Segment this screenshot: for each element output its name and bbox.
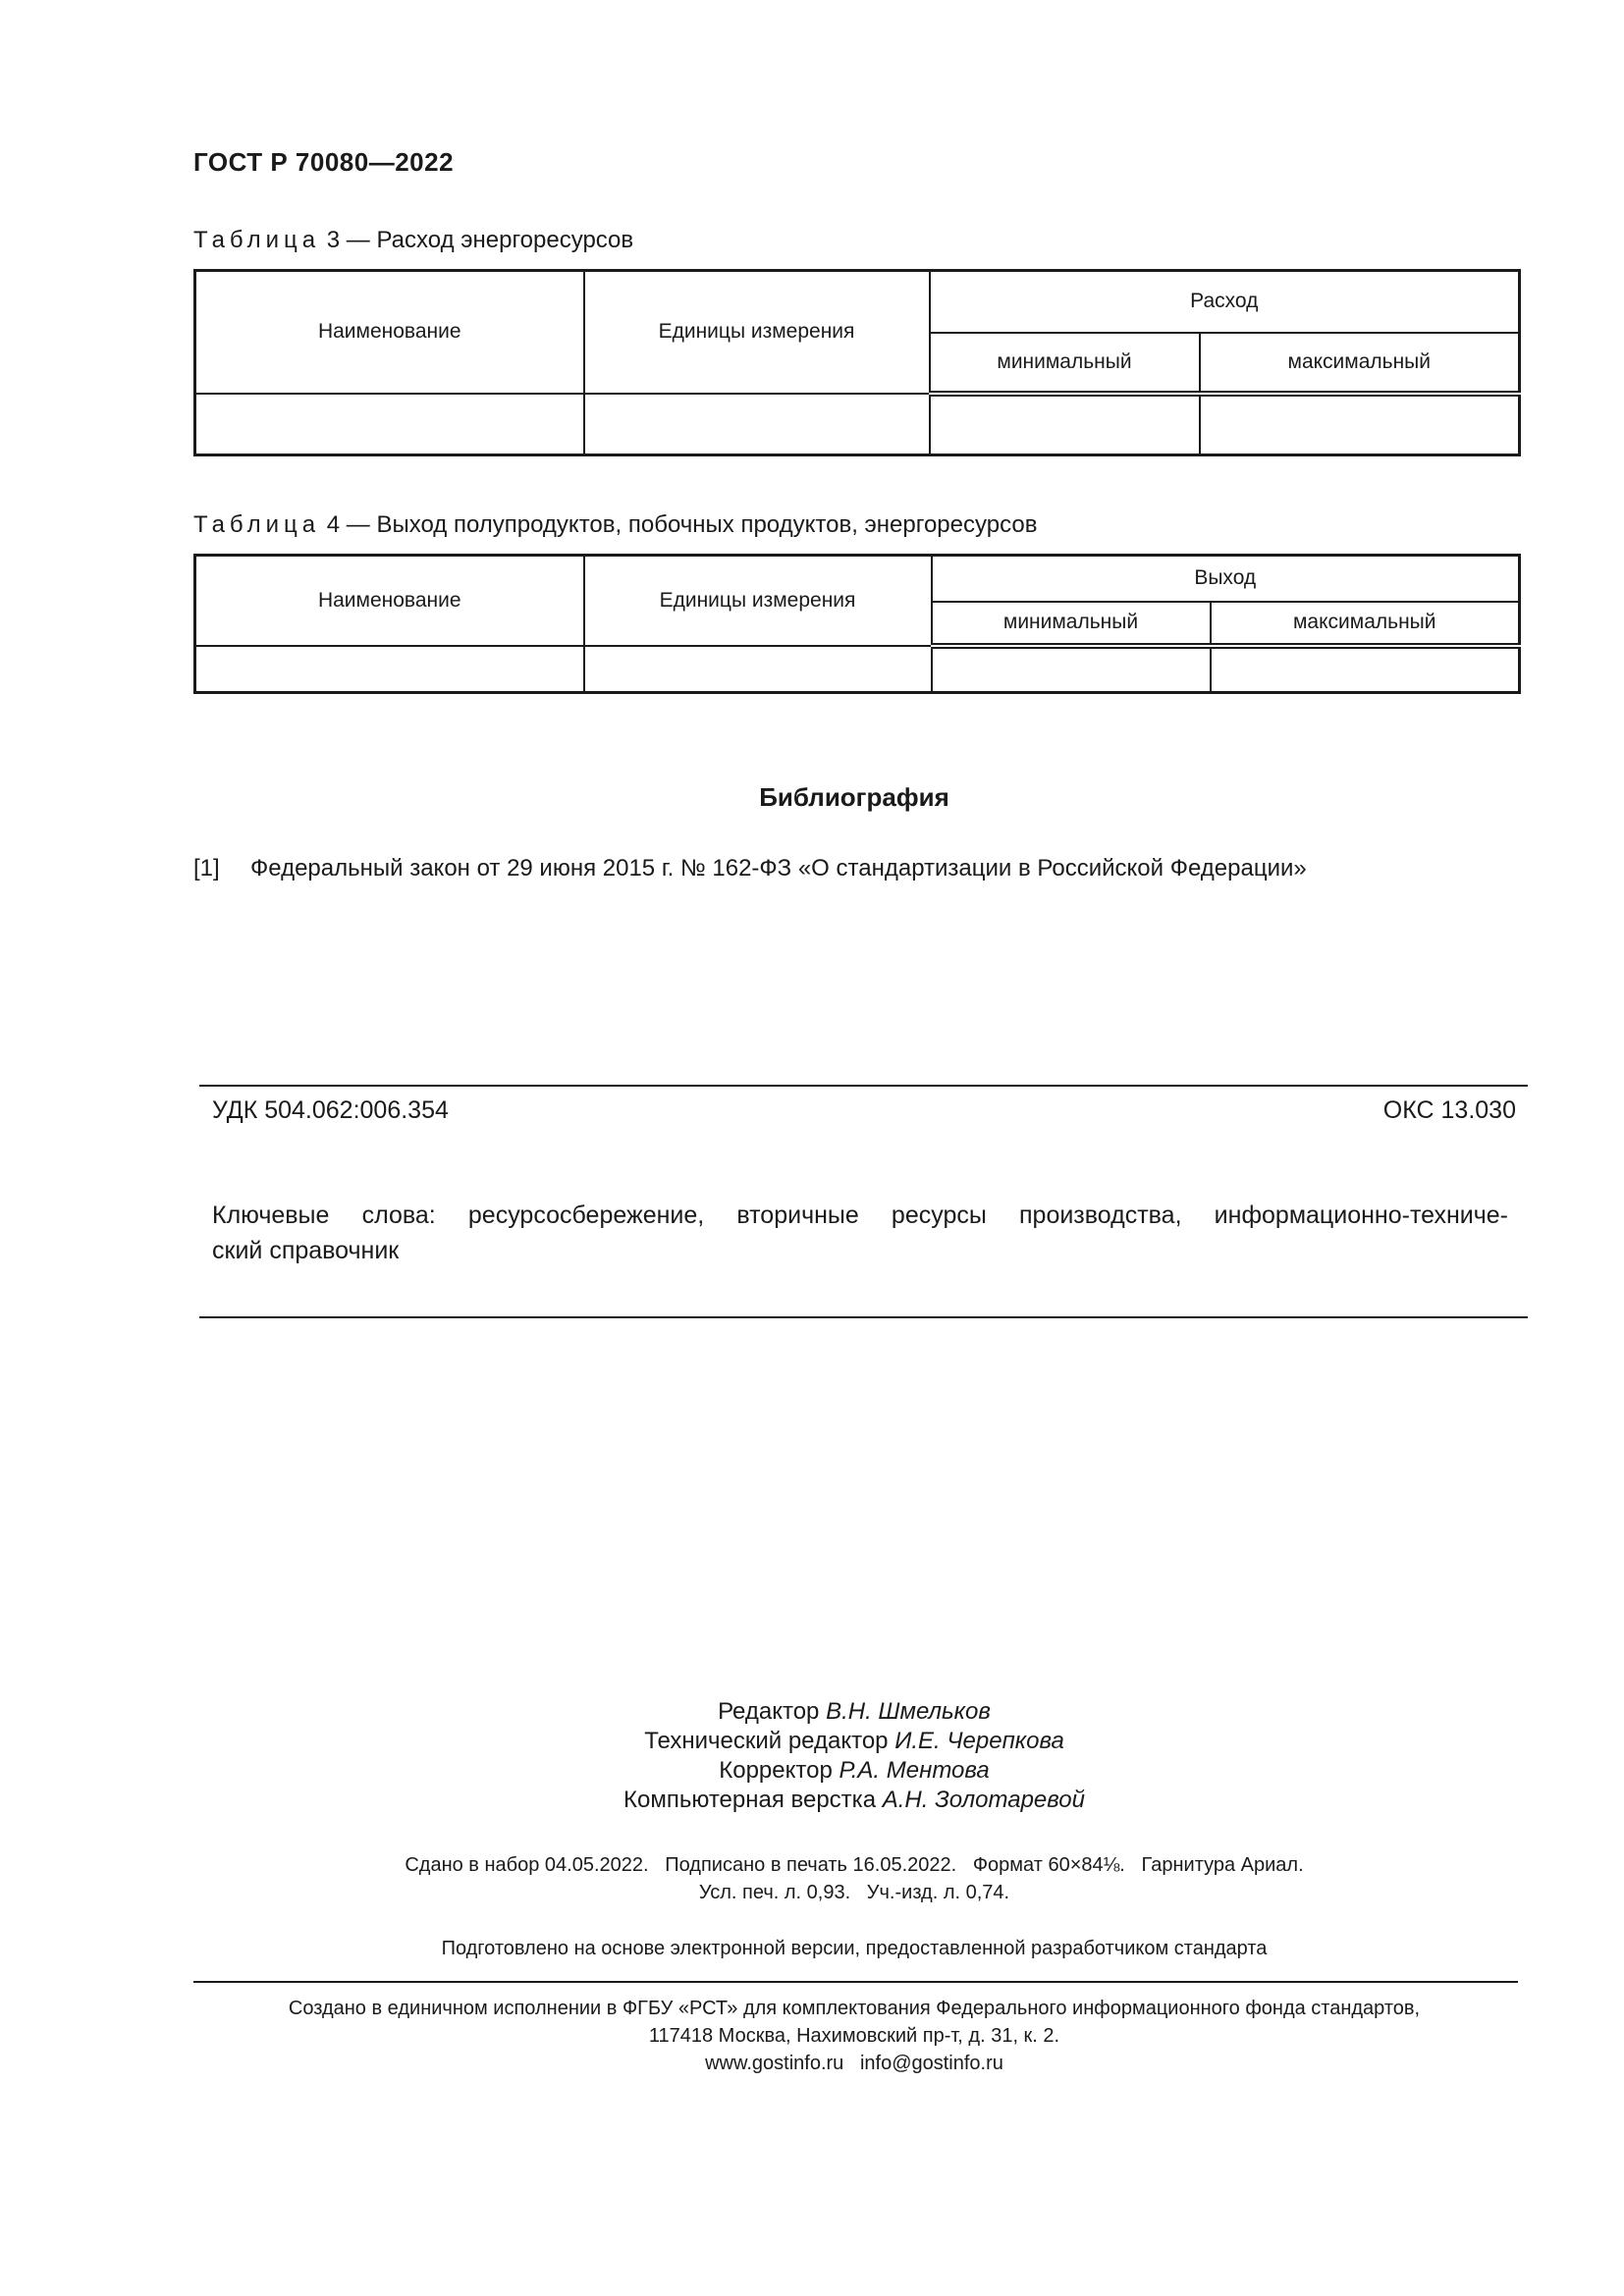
- table4-cell: [195, 646, 584, 693]
- credit-editor-label: Редактор: [718, 1698, 827, 1725]
- table4-cell: [584, 646, 932, 693]
- table3-col-units: Единицы измерения: [584, 271, 930, 394]
- bibliography-title: Библиография: [759, 782, 949, 812]
- table3-caption-prefix: Таблица: [193, 227, 321, 253]
- table4-col-group: Выход: [932, 556, 1520, 602]
- table3-col-min: минимальный: [930, 333, 1200, 394]
- credit-tech-editor-label: Технический редактор: [644, 1728, 895, 1754]
- created-info: [0, 1995, 1624, 2077]
- created-line-3: www.gostinfo.ru info@gostinfo.ru: [705, 2053, 1003, 2074]
- credit-corrector: [0, 1756, 1624, 1786]
- table3-col-name: Наименование: [195, 271, 584, 394]
- keywords: [212, 1198, 1508, 1268]
- credit-tech-editor: [0, 1727, 1624, 1756]
- table4: [193, 554, 1521, 694]
- table4-caption: [193, 511, 1037, 539]
- credit-editor: [0, 1697, 1624, 1727]
- credit-tech-editor-name: И.Е. Черепкова: [894, 1728, 1064, 1754]
- prepared-note: Подготовлено на основе электронной версии, предоставленной разработчиком стандарта: [441, 1938, 1268, 1959]
- oks-code: ОКС 13.030: [1382, 1096, 1516, 1124]
- credit-layout-name: А.Н. Золотаревой: [882, 1787, 1085, 1813]
- table4-caption-text: 4 — Выход полупродуктов, побочных продуктов, энергоресурсов: [320, 511, 1038, 538]
- created-line-1: Создано в единичном исполнении в ФГБУ «РСТ» для комплектования Федерального информационного фонда стандартов,: [288, 1998, 1421, 2019]
- table3-caption-text: 3 — Расход энергоресурсов: [320, 227, 634, 253]
- table4-col-max: максимальный: [1211, 602, 1520, 646]
- table3-cell: [930, 394, 1200, 455]
- table4-caption-prefix: Таблица: [193, 511, 321, 538]
- credit-editor-name: В.Н. Шмельков: [826, 1698, 991, 1725]
- document-header: ГОСТ Р 70080—2022: [193, 147, 455, 177]
- bibliography-item-number: [1]: [193, 855, 220, 881]
- created-line-2: 117418 Москва, Нахимовский пр-т, д. 31, к. 2.: [648, 2025, 1060, 2047]
- keywords-line-2: ский справочник: [212, 1237, 400, 1264]
- divider-footer: [193, 1981, 1518, 1983]
- credit-corrector-name: Р.А. Ментова: [839, 1757, 990, 1784]
- table3-cell: [195, 394, 584, 455]
- table4-col-units: Единицы измерения: [584, 556, 932, 646]
- credit-layout: [0, 1786, 1624, 1815]
- table3-col-max: максимальный: [1200, 333, 1520, 394]
- divider-top: [199, 1085, 1528, 1087]
- table4-col-min: минимальный: [932, 602, 1211, 646]
- divider-bottom: [199, 1316, 1528, 1318]
- table3: [193, 269, 1521, 456]
- credit-layout-label: Компьютерная верстка: [623, 1787, 883, 1813]
- table3-cell: [1200, 394, 1520, 455]
- publishing-info: [0, 1851, 1624, 1906]
- table4-cell: [1211, 646, 1520, 693]
- table3-caption: [193, 227, 633, 254]
- table4-cell: [932, 646, 1211, 693]
- credits: [0, 1697, 1624, 1815]
- udk-code: УДК 504.062:006.354: [212, 1096, 449, 1124]
- publishing-line-1: Сдано в набор 04.05.2022. Подписано в печать 16.05.2022. Формат 60×84⅛. Гарнитура Ариал.: [405, 1854, 1304, 1876]
- keywords-line-1: Ключевые слова: ресурсосбережение, вторичные ресурсы производства, информационно-техниче-: [212, 1201, 1508, 1229]
- publishing-line-2: Усл. печ. л. 0,93. Уч.-изд. л. 0,74.: [698, 1882, 1010, 1903]
- credit-corrector-label: Корректор: [719, 1757, 839, 1784]
- bibliography-item-text: Федеральный закон от 29 июня 2015 г. № 162-ФЗ «О стандартизации в Российской Федерации»: [250, 855, 1307, 881]
- table3-col-group: Расход: [930, 271, 1520, 333]
- table3-cell: [584, 394, 930, 455]
- table4-col-name: Наименование: [195, 556, 584, 646]
- bibliography-item: [193, 855, 1307, 882]
